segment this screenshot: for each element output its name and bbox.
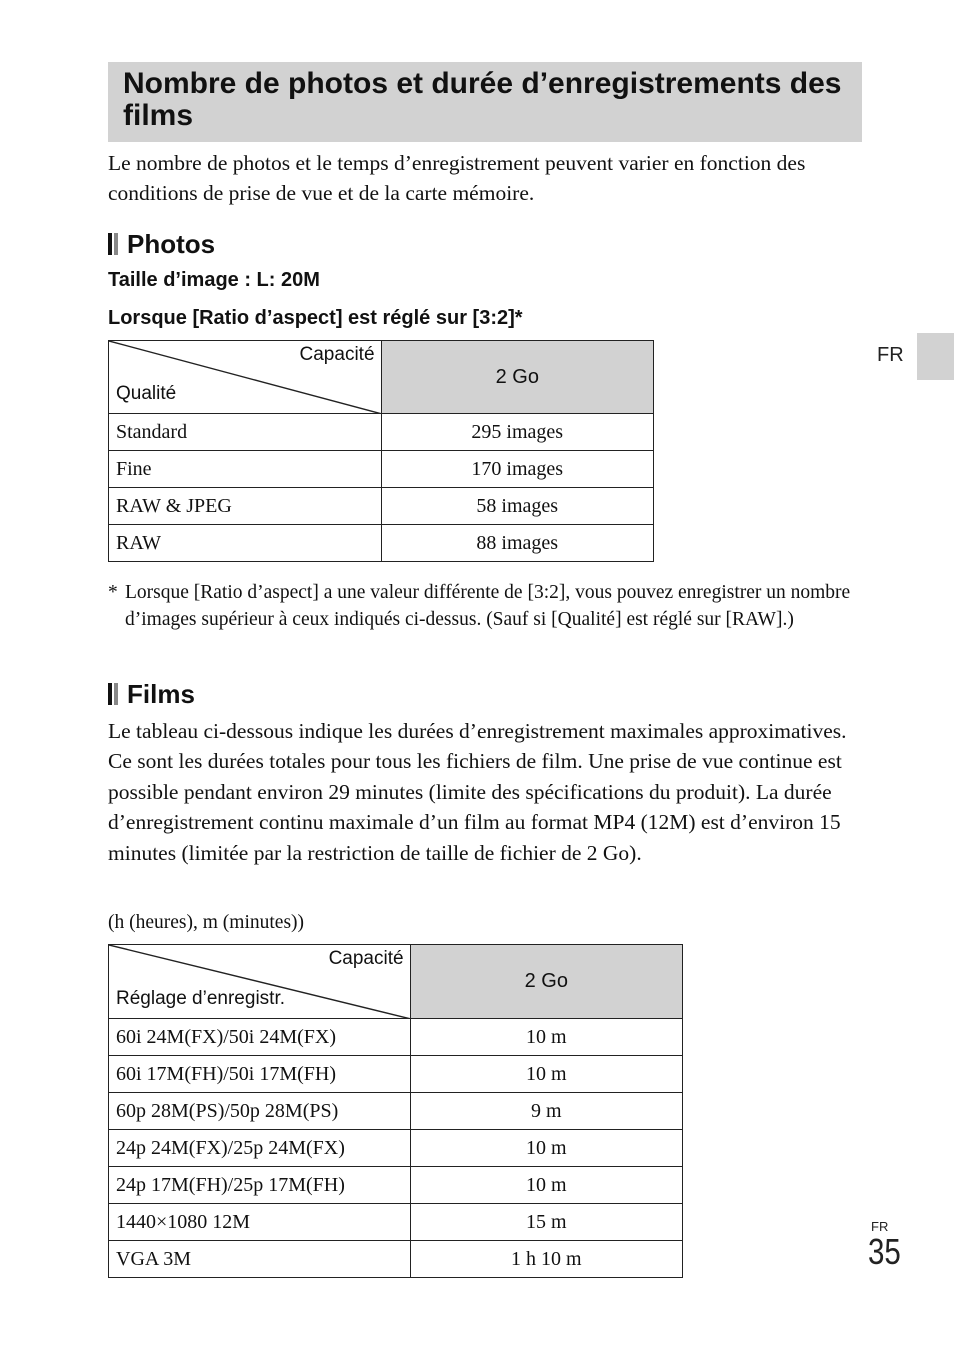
recording-setting-cell: VGA 3M (109, 1241, 411, 1278)
aspect-ratio-subheading: Lorsque [Ratio d’aspect] est réglé sur [3:2]* (108, 307, 523, 329)
photos-capacity-table (108, 340, 654, 562)
section-marker-icon (108, 233, 120, 255)
table-header-row (109, 945, 683, 1019)
table-row (109, 1241, 683, 1278)
table-corner-cell (109, 341, 382, 414)
recording-setting-cell: 60i 17M(FH)/50i 17M(FH) (109, 1056, 411, 1093)
duration-cell: 15 m (410, 1204, 682, 1241)
films-description: Le tableau ci-dessous indique les durées d’enregistrement maximales approximatives. Ce sont les durées totales pour tous les fichiers de film. Une prise de vue continue est possible pendant environ 29 minutes (limite des spécifications du produit). La durée d’enregistrement continu maximale d’un film au format MP4 (12M) est d’environ 15 minutes (limitée par la restriction de taille de fichier de 2 Go). (108, 719, 847, 865)
table-corner-cell (109, 945, 411, 1019)
side-tab-label: FR (877, 344, 904, 366)
images-cell: 295 images (381, 414, 653, 451)
table-row (109, 1093, 683, 1130)
image-size-subheading: Taille d’image : L: 20M (108, 269, 320, 291)
photos-heading-label: Photos (127, 229, 216, 259)
table-row (109, 451, 654, 488)
table-row (109, 1056, 683, 1093)
recording-setting-cell: 1440×1080 12M (109, 1204, 411, 1241)
quality-cell: RAW (109, 525, 382, 562)
recording-setting-cell: 60i 24M(FX)/50i 24M(FX) (109, 1019, 411, 1056)
page-title: Nombre de photos et durée d’enregistrements des films (123, 67, 842, 132)
intro-paragraph: Le nombre de photos et le temps d’enregistrement peuvent varier en fonction des conditions de prise de vue et de la carte mémoire. (108, 151, 806, 206)
recording-setting-header: Réglage d’enregistr. (116, 988, 285, 1009)
photos-heading (108, 229, 215, 259)
quality-cell: Fine (109, 451, 382, 488)
table-row (109, 1130, 683, 1167)
films-heading-label: Films (127, 679, 195, 709)
table-row (109, 1167, 683, 1204)
table-row (109, 1019, 683, 1056)
recording-setting-cell: 24p 24M(FX)/25p 24M(FX) (109, 1130, 411, 1167)
capacity-header: Capacité (328, 948, 404, 969)
page-title-banner (108, 62, 862, 142)
units-legend: (h (heures), m (minutes)) (108, 912, 305, 933)
table-row (109, 525, 654, 562)
footnote-text: Lorsque [Ratio d’aspect] a une valeur différente de [3:2], vous pouvez enregistrer un nombre d’images supérieur à ceux indiqués ci-dessus. (Sauf si [Qualité] est réglé sur [RAW].) (125, 582, 851, 630)
capacity-2go-header: 2 Go (381, 341, 653, 414)
quality-cell: RAW & JPEG (109, 488, 382, 525)
duration-cell: 10 m (410, 1056, 682, 1093)
images-cell: 170 images (381, 451, 653, 488)
capacity-2go-header: 2 Go (410, 945, 682, 1019)
images-cell: 58 images (381, 488, 653, 525)
section-marker-icon (108, 683, 120, 705)
films-heading (108, 679, 195, 709)
language-side-tab (917, 333, 954, 380)
table-row (109, 1204, 683, 1241)
duration-cell: 10 m (410, 1130, 682, 1167)
recording-setting-cell: 24p 17M(FH)/25p 17M(FH) (109, 1167, 411, 1204)
recording-setting-cell: 60p 28M(PS)/50p 28M(PS) (109, 1093, 411, 1130)
duration-cell: 1 h 10 m (410, 1241, 682, 1278)
duration-cell: 10 m (410, 1019, 682, 1056)
table-header-row (109, 341, 654, 414)
page-number: 35 (868, 1231, 901, 1272)
photos-footnote (108, 579, 868, 633)
footnote-marker: * (108, 582, 118, 603)
duration-cell: 9 m (410, 1093, 682, 1130)
capacity-header: Capacité (299, 344, 375, 365)
images-cell: 88 images (381, 525, 653, 562)
quality-cell: Standard (109, 414, 382, 451)
table-row (109, 488, 654, 525)
duration-cell: 10 m (410, 1167, 682, 1204)
films-duration-table (108, 944, 683, 1278)
table-row (109, 414, 654, 451)
footer-language: FR (871, 1219, 889, 1234)
quality-header: Qualité (116, 383, 177, 404)
